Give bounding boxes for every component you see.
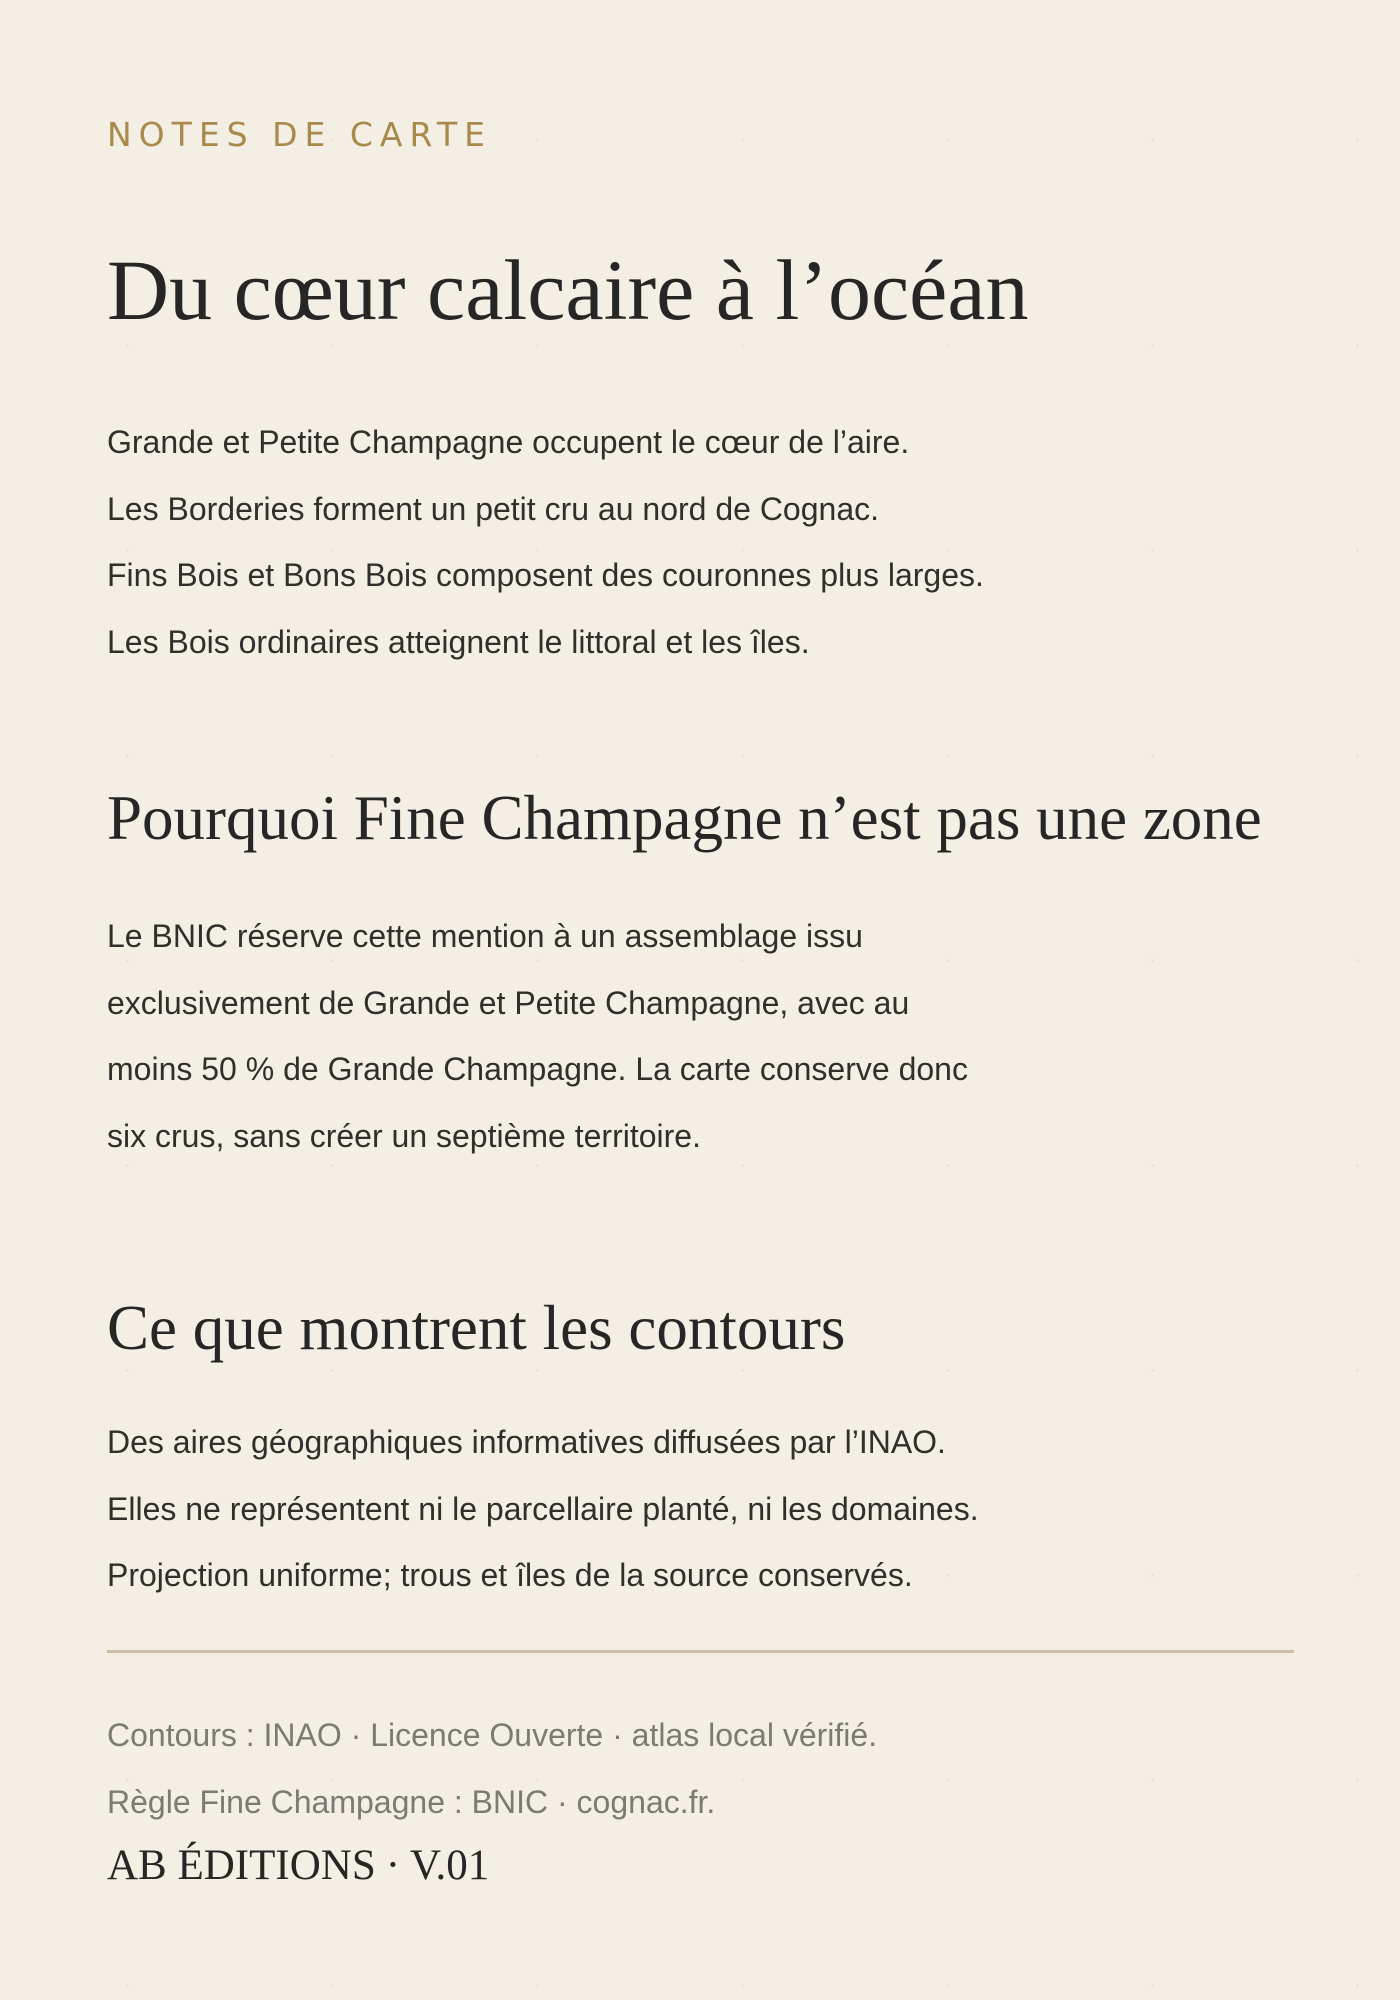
page-title: Du cœur calcaire à l’océan (107, 242, 1029, 338)
edition-version: · V.01 (385, 1842, 490, 1889)
fine-champagne-heading: Pourquoi Fine Champagne n’est pas une zone (107, 783, 1262, 853)
divider (107, 1650, 1294, 1653)
credit-line: Règle Fine Champagne : BNIC · cognac.fr. (107, 1783, 716, 1820)
intro-line: Grande et Petite Champagne occupent le cœur de l’aire. (107, 424, 910, 460)
source-credits (107, 1702, 877, 1835)
fine-champagne-line: six crus, sans créer un septième territoire. (107, 1117, 701, 1154)
fine-champagne-line: moins 50 % de Grande Champagne. La carte conserve donc (107, 1051, 968, 1087)
edition-mark (107, 1838, 489, 1894)
fine-champagne-line: exclusivement de Grande et Petite Champagne, avec au (107, 984, 910, 1021)
fine-champagne-paragraph (107, 903, 968, 1169)
intro-line: Les Borderies forment un petit cru au nord de Cognac. (107, 490, 879, 527)
intro-paragraph (107, 409, 984, 675)
contours-paragraph (107, 1409, 979, 1609)
credit-line: Contours : INAO · Licence Ouverte · atlas local vérifié. (107, 1717, 878, 1753)
intro-line: Les Bois ordinaires atteignent le littoral et les îles. (107, 623, 810, 660)
intro-line: Fins Bois et Bons Bois composent des couronnes plus larges. (107, 557, 984, 593)
contours-line: Elles ne représentent ni le parcellaire planté, ni les domaines. (107, 1490, 979, 1527)
contours-line: Projection uniforme; trous et îles de la source conservés. (107, 1557, 913, 1593)
contours-line: Des aires géographiques informatives diffusées par l’INAO. (107, 1424, 946, 1460)
fine-champagne-line: Le BNIC réserve cette mention à un assemblage issu (107, 918, 863, 954)
eyebrow-label: NOTES DE CARTE (107, 115, 493, 154)
contours-heading: Ce que montrent les contours (107, 1293, 846, 1363)
edition-name: AB ÉDITIONS (107, 1842, 376, 1889)
